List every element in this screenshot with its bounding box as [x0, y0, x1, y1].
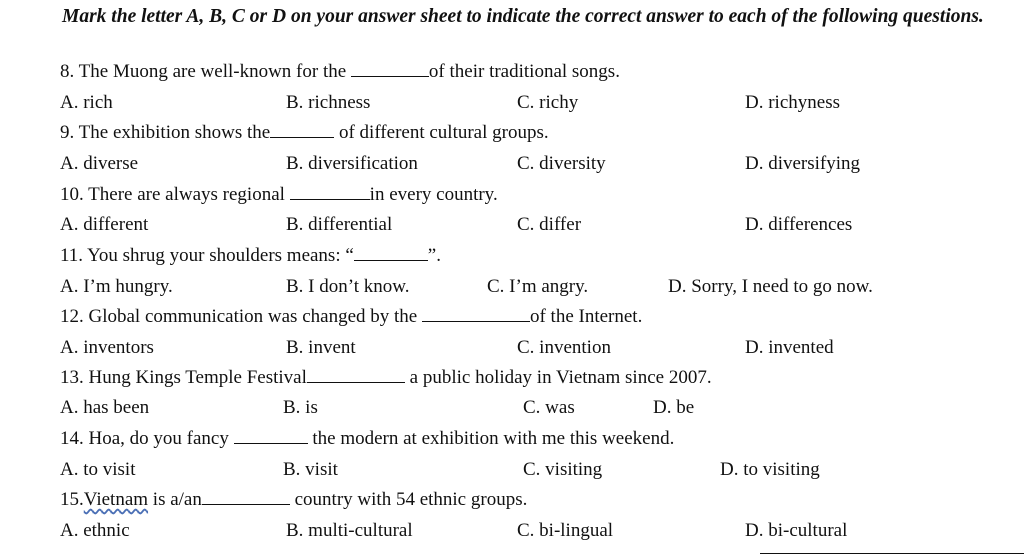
question-text: 15. — [60, 489, 84, 510]
question-text: in every country. — [369, 184, 498, 205]
option-c: C. I’m angry. — [487, 276, 589, 297]
option-d: D. invented — [745, 337, 834, 358]
option-b: B. differential — [286, 214, 393, 235]
option-d: D. bi-cultural — [745, 520, 848, 541]
question-text: 12. Global communication was changed by the — [60, 306, 422, 327]
option-d: D. differences — [745, 214, 853, 235]
option-a: A. has been — [60, 397, 150, 418]
answer-blank — [270, 123, 334, 138]
question-14 — [60, 428, 674, 450]
answer-blank — [290, 185, 370, 200]
answer-blank — [422, 307, 530, 322]
option-c: C. differ — [517, 214, 582, 235]
question-text: 14. Hoa, do you fancy — [60, 428, 234, 449]
question-15 — [60, 489, 527, 511]
option-a: A. diverse — [60, 153, 139, 174]
option-d: D. richyness — [745, 92, 840, 113]
question-8 — [60, 61, 620, 83]
option-a: A. ethnic — [60, 520, 130, 541]
option-a: A. inventors — [60, 337, 154, 358]
option-c: C. bi-lingual — [517, 520, 614, 541]
question-text: the modern at exhibition with me this weekend. — [307, 428, 675, 449]
question-text: 13. Hung Kings Temple Festival — [60, 367, 307, 388]
option-c: C. was — [523, 397, 575, 418]
option-a: A. I’m hungry. — [60, 276, 173, 297]
question-11 — [60, 245, 441, 267]
option-a: A. rich — [60, 92, 113, 113]
option-d: D. be — [653, 397, 695, 418]
option-b: B. multi-cultural — [286, 520, 413, 541]
cut-off-line — [760, 553, 1024, 554]
option-d: D. to visiting — [720, 459, 820, 480]
option-d: D. Sorry, I need to go now. — [668, 276, 873, 297]
question-text: 10. There are always regional — [60, 184, 290, 205]
option-b: B. invent — [286, 337, 356, 358]
option-a: A. to visit — [60, 459, 136, 480]
question-text: of the Internet. — [529, 306, 643, 327]
instructions: Mark the letter A, B, C or D on your answer sheet to indicate the correct answer to each of the following questions. — [62, 6, 984, 27]
underlined-word: Vietnam — [83, 489, 149, 510]
option-c: C. richy — [517, 92, 579, 113]
option-b: B. richness — [286, 92, 371, 113]
question-text: 9. The exhibition shows the — [60, 122, 271, 143]
answer-blank — [202, 490, 290, 505]
question-text: 8. The Muong are well-known for the — [60, 61, 351, 82]
question-text: is a/an — [148, 489, 202, 510]
option-c: C. invention — [517, 337, 611, 358]
question-13 — [60, 367, 712, 389]
answer-blank — [354, 246, 428, 261]
question-text: ”. — [427, 245, 441, 266]
option-c: C. diversity — [517, 153, 606, 174]
question-text: a public holiday in Vietnam since 2007. — [404, 367, 712, 388]
option-b: B. is — [283, 397, 318, 418]
option-c: C. visiting — [523, 459, 603, 480]
question-9 — [60, 122, 549, 144]
answer-blank — [307, 368, 405, 383]
answer-blank — [234, 429, 308, 444]
question-text: 11. You shrug your shoulders means: “ — [60, 245, 354, 266]
option-a: A. different — [60, 214, 149, 235]
option-b: B. diversification — [286, 153, 418, 174]
option-b: B. visit — [283, 459, 338, 480]
question-text: of their traditional songs. — [428, 61, 620, 82]
option-d: D. diversifying — [745, 153, 861, 174]
question-text: of different cultural groups. — [334, 122, 549, 143]
answer-blank — [351, 62, 429, 77]
question-text: country with 54 ethnic groups. — [289, 489, 528, 510]
question-10 — [60, 184, 498, 206]
question-12 — [60, 306, 642, 328]
option-b: B. I don’t know. — [286, 276, 410, 297]
